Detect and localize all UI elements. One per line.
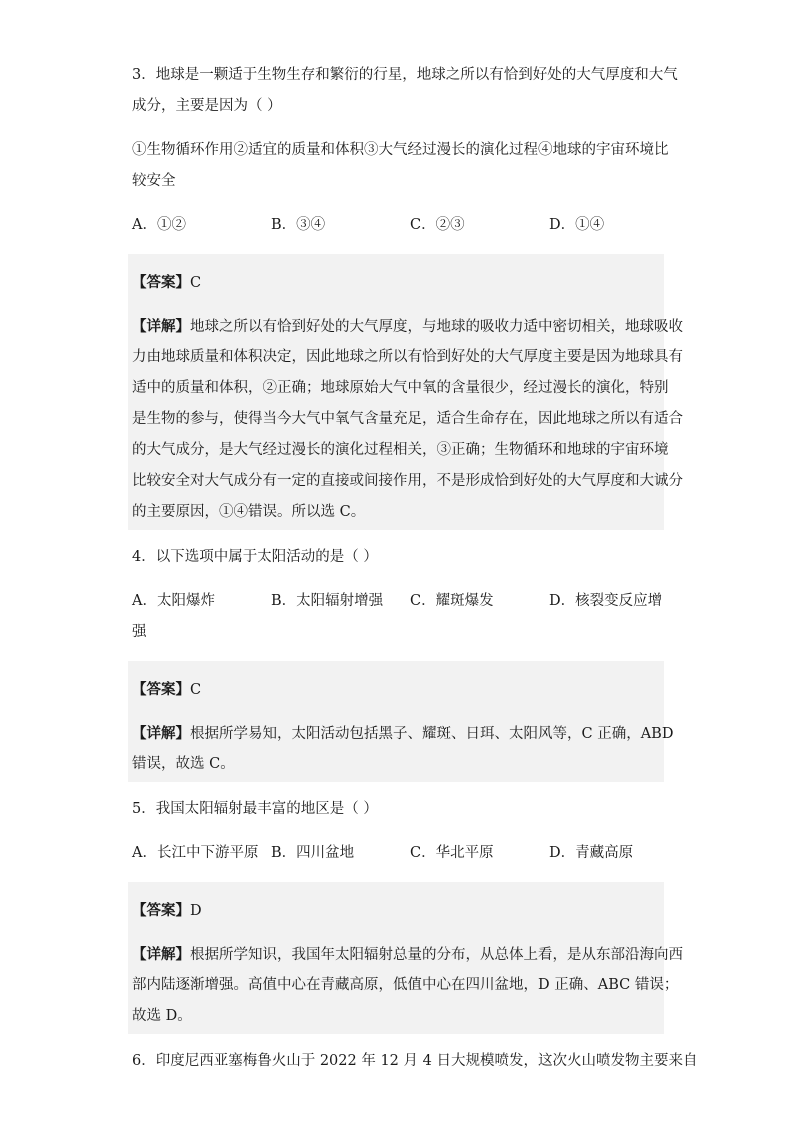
q3-detail-line-7: 的主要原因，①④错误。所以选 C。 xyxy=(132,504,366,520)
q5-answer xyxy=(132,895,660,926)
q4-detail-line-1: 【详解】根据所学易知，太阳活动包括黑子、耀斑、日珥、太阳风等，C 正确，ABD xyxy=(132,725,674,742)
answer-value: C xyxy=(190,682,202,698)
q3-detail-line-4: 是生物的参与，使得当今大气中氧气含量充足，适合生命存在，因此地球之所以有适合 xyxy=(132,411,683,427)
q3-answer xyxy=(132,267,660,298)
q4-options xyxy=(132,586,664,617)
q5-detail-line-1: 【详解】根据所学知识，我国年太阳辐射总量的分布，从总体上看，是从东部沿海向西 xyxy=(132,946,683,963)
q4-option-b: B．太阳辐射增强 xyxy=(271,593,384,609)
q5-detail-line-2: 部内陆逐渐增强。高值中心在青藏高原，低值中心在四川盆地，D 正确、ABC 错误； xyxy=(132,977,679,993)
answer-value: D xyxy=(190,903,202,919)
question-5 xyxy=(132,794,683,1034)
q4-option-d-wrap: 强 xyxy=(132,624,147,640)
q3-detail-line-1: 【详解】地球之所以有恰到好处的大气厚度，与地球的吸收力适中密切相关，地球吸收 xyxy=(132,318,683,335)
q3-option-b: B．③④ xyxy=(271,217,326,233)
q3-items-line-1: ①生物循环作用②适宜的质量和体积③大气经过漫长的演化过程④地球的宇宙环境比 xyxy=(132,142,669,158)
q4-option-d: D．核裂变反应增 xyxy=(549,593,663,609)
q3-stem-line-2: 成分，主要是因为（ ） xyxy=(132,98,282,114)
q3-answer-box xyxy=(128,254,683,530)
q3-detail-line-6: 比较安全对大气成分有一定的直接或间接作用，不是形成恰到好处的大气厚度和大诚分 xyxy=(132,473,683,489)
q4-stem: 4．以下选项中属于太阳活动的是（ ） xyxy=(132,549,378,565)
detail-tag: 【详解】 xyxy=(132,318,190,335)
detail-tag: 【详解】 xyxy=(132,725,190,742)
q3-option-d: D．①④ xyxy=(549,217,605,233)
detail-tag: 【详解】 xyxy=(132,946,190,963)
q5-option-a: A．长江中下游平原 xyxy=(132,845,259,861)
q3-options xyxy=(132,210,664,241)
q3-stem-line-1: 3．地球是一颗适于生物生存和繁衍的行星，地球之所以有恰到好处的大气厚度和大气 xyxy=(132,67,678,83)
answer-tag: 【答案】 xyxy=(132,902,190,919)
q6-stem-line-1: 6．印度尼西亚塞梅鲁火山于 2022 年 12 月 4 日大规模喷发，这次火山喷发物主要来自 xyxy=(132,1053,698,1069)
q5-options xyxy=(132,838,664,869)
q5-option-b: B．四川盆地 xyxy=(271,845,355,861)
q3-detail xyxy=(132,311,683,528)
q3-items-line-2: 较安全 xyxy=(132,173,176,189)
q4-option-a: A．太阳爆炸 xyxy=(132,593,215,609)
document-page xyxy=(132,60,698,1077)
q3-option-a: A．①② xyxy=(132,217,186,233)
q5-answer-box xyxy=(128,882,683,1034)
q3-detail-line-5: 的大气成分，是大气经过漫长的演化过程相关，③正确；生物循环和地球的宇宙环境 xyxy=(132,442,669,458)
q5-stem: 5．我国太阳辐射最丰富的地区是（ ） xyxy=(132,801,378,817)
q4-detail-line-2: 错误，故选 C。 xyxy=(132,756,235,772)
q5-detail-line-3: 故选 D。 xyxy=(132,1008,192,1024)
answer-value: C xyxy=(190,275,202,291)
q3-detail-line-2: 力由地球质量和体积决定，因此地球之所以有恰到好处的大气厚度主要是因为地球具有 xyxy=(132,349,683,365)
q3-detail-line-3: 适中的质量和体积，②正确；地球原始大气中氧的含量很少，经过漫长的演化，特别 xyxy=(132,380,669,396)
q5-option-c: C．华北平原 xyxy=(410,845,494,861)
question-4 xyxy=(132,542,674,782)
q4-answer-box xyxy=(128,661,674,782)
q5-option-d: D．青藏高原 xyxy=(549,845,634,861)
question-6 xyxy=(132,1046,698,1077)
answer-tag: 【答案】 xyxy=(132,274,190,291)
question-3 xyxy=(132,60,683,530)
q4-option-c: C．耀斑爆发 xyxy=(410,593,494,609)
q4-answer xyxy=(132,674,660,705)
q3-option-c: C．②③ xyxy=(410,217,465,233)
answer-tag: 【答案】 xyxy=(132,681,190,698)
